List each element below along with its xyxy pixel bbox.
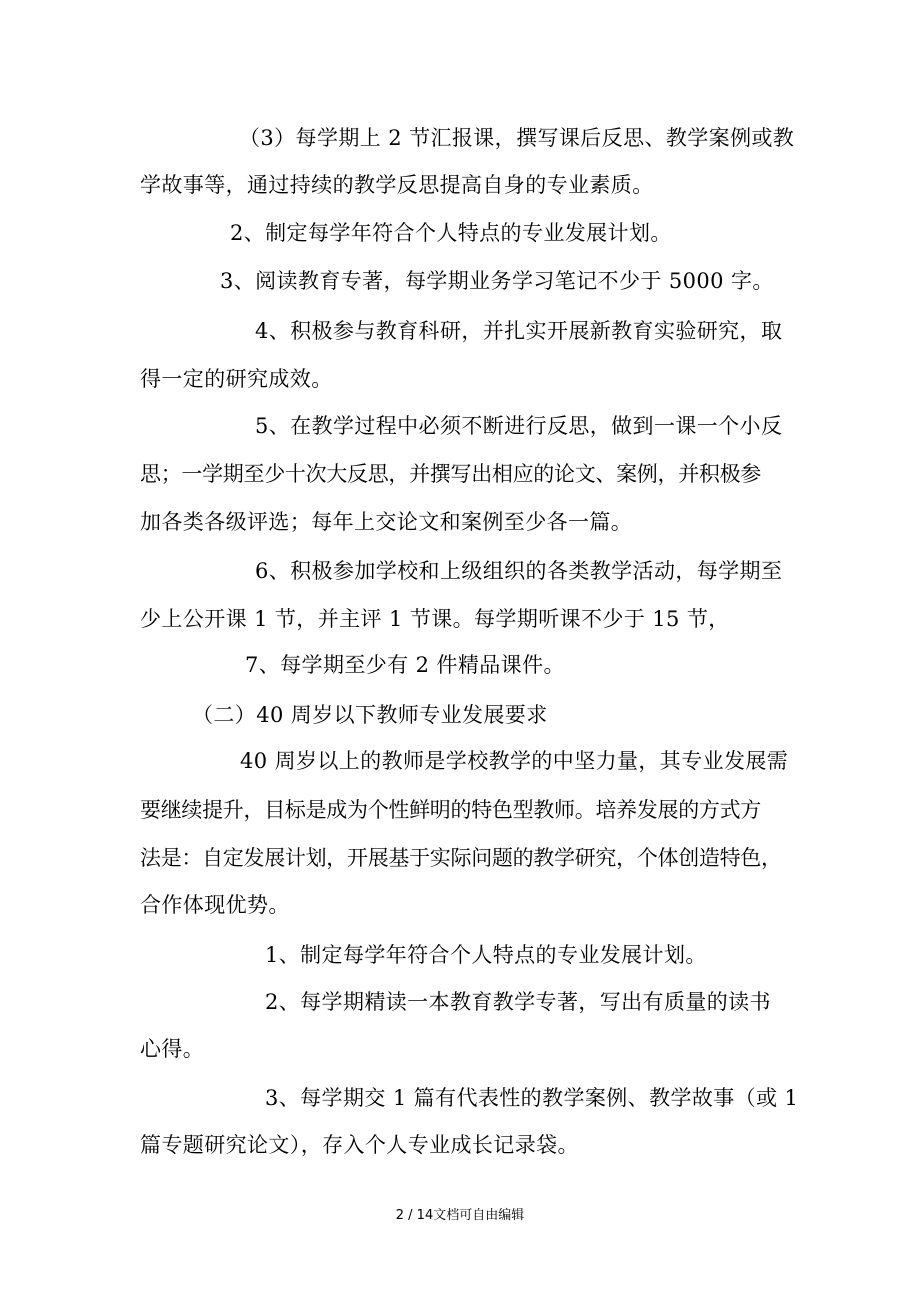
text-line-7: 5、在教学过程中必须不断进行反思，做到一课一个小反 [255,414,783,438]
text-line-19: 2、每学期精读一本教育教学专著，写出有质量的读书 [265,990,771,1014]
text-line-15: 要继续提升，目标是成为个性鲜明的特色型教师。培养发展的方式方 [140,798,761,822]
text-line-9: 加各类各级评选；每年上交论文和案例至少各一篇。 [140,510,633,534]
text-line-10: 6、积极参加学校和上级组织的各类教学活动，每学期至 [255,559,783,583]
text-line-8: 思；一学期至少十次大反思，并撰写出相应的论文、案例，并积极参 [140,462,761,486]
page-footer: 2 / 14文档可自由编辑 [395,1208,525,1223]
text-line-3: 2、制定每学年符合个人特点的专业发展计划。 [230,221,672,245]
text-line-4: 3、阅读教育专著，每学期业务学习笔记不少于 5000 字。 [220,269,774,293]
text-line-5: 4、积极参与教育科研，并扎实开展新教育实验研究，取 [255,319,783,343]
text-line-18: 1、制定每学年符合个人特点的专业发展计划。 [265,943,707,967]
text-line-14: 40 周岁以上的教师是学校教学的中坚力量，其专业发展需 [240,749,789,773]
text-line-16: 法是：自定发展计划，开展基于实际问题的教学研究，个体创造特色， [140,846,782,870]
text-line-1: （3）每学期上 2 节汇报课，撰写课后反思、教学案例或教 [239,126,795,150]
text-line-2: 学故事等，通过持续的教学反思提高自身的专业素质。 [140,173,654,197]
text-line-17: 合作体现优势。 [140,893,290,917]
text-line-12: 7、每学期至少有 2 件精品课件。 [245,653,565,677]
text-line-22: 篇专题研究论文），存入个人专业成长记录袋。 [140,1133,579,1157]
text-line-11: 少上公开课 1 节，并主评 1 节课。每学期听课不少于 15 节， [140,607,730,631]
text-line-21: 3、每学期交 1 篇有代表性的教学案例、教学故事（或 1 [265,1086,799,1110]
section-heading: （二）40 周岁以下教师专业发展要求 [192,703,548,727]
text-line-20: 心得。 [140,1037,205,1061]
text-line-6: 得一定的研究成效。 [140,367,333,391]
